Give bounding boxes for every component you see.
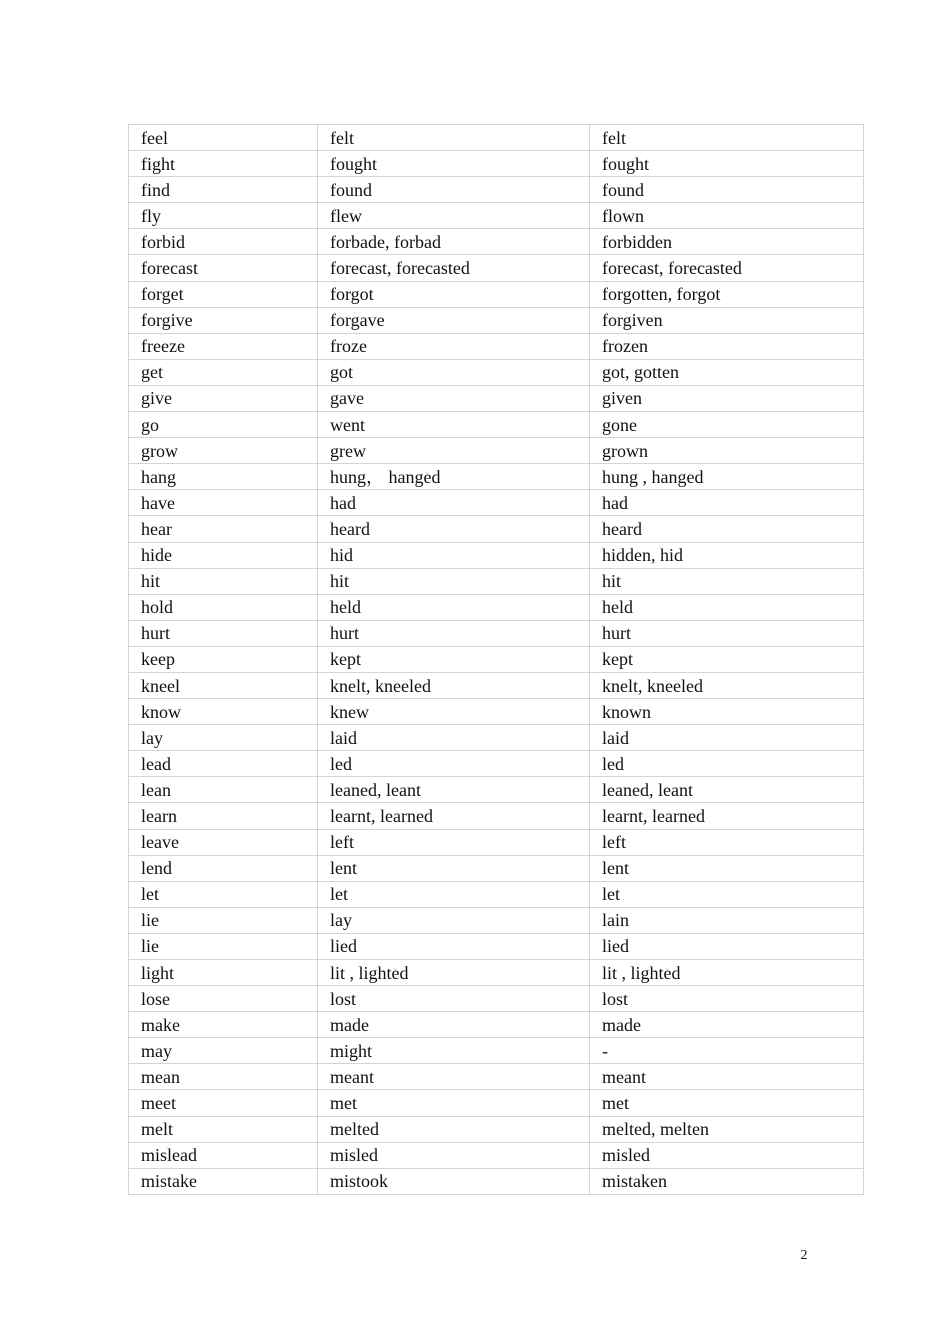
- past-participle-cell: hung , hanged: [590, 464, 864, 490]
- past-participle-cell: left: [590, 829, 864, 855]
- base-form-cell: kneel: [129, 672, 318, 698]
- past-simple-cell: knew: [318, 699, 590, 725]
- past-participle-cell: knelt, kneeled: [590, 672, 864, 698]
- past-simple-cell: grew: [318, 438, 590, 464]
- past-participle-cell: given: [590, 385, 864, 411]
- past-participle-cell: forbidden: [590, 229, 864, 255]
- past-simple-cell: leaned, leant: [318, 777, 590, 803]
- past-simple-cell: found: [318, 177, 590, 203]
- past-simple-cell: mistook: [318, 1168, 590, 1194]
- table-row: [129, 777, 864, 803]
- table-row: [129, 855, 864, 881]
- base-form-cell: mistake: [129, 1168, 318, 1194]
- table-row: [129, 751, 864, 777]
- base-form-cell: find: [129, 177, 318, 203]
- past-participle-cell: hurt: [590, 620, 864, 646]
- base-form-cell: fight: [129, 151, 318, 177]
- past-simple-cell: left: [318, 829, 590, 855]
- table-row: [129, 933, 864, 959]
- base-form-cell: mislead: [129, 1142, 318, 1168]
- past-participle-cell: forecast, forecasted: [590, 255, 864, 281]
- table-row: [129, 203, 864, 229]
- past-simple-cell: hurt: [318, 620, 590, 646]
- table-row: [129, 464, 864, 490]
- past-simple-cell: froze: [318, 333, 590, 359]
- past-simple-cell: meant: [318, 1064, 590, 1090]
- past-simple-cell: misled: [318, 1142, 590, 1168]
- table-row: [129, 229, 864, 255]
- base-form-cell: mean: [129, 1064, 318, 1090]
- past-participle-cell: frozen: [590, 333, 864, 359]
- base-form-cell: let: [129, 881, 318, 907]
- past-participle-cell: led: [590, 751, 864, 777]
- base-form-cell: forecast: [129, 255, 318, 281]
- past-simple-cell: got: [318, 359, 590, 385]
- base-form-cell: fly: [129, 203, 318, 229]
- past-simple-cell: melted: [318, 1116, 590, 1142]
- base-form-cell: have: [129, 490, 318, 516]
- table-row: [129, 1038, 864, 1064]
- table-row: [129, 412, 864, 438]
- past-simple-cell: forbade, forbad: [318, 229, 590, 255]
- past-simple-cell: made: [318, 1012, 590, 1038]
- table-row: [129, 699, 864, 725]
- past-simple-cell: lay: [318, 907, 590, 933]
- past-simple-cell: lied: [318, 933, 590, 959]
- past-participle-cell: had: [590, 490, 864, 516]
- base-form-cell: lie: [129, 933, 318, 959]
- table-row: [129, 333, 864, 359]
- base-form-cell: lay: [129, 725, 318, 751]
- past-simple-cell: let: [318, 881, 590, 907]
- base-form-cell: freeze: [129, 333, 318, 359]
- table-row: [129, 986, 864, 1012]
- base-form-cell: lead: [129, 751, 318, 777]
- past-participle-cell: made: [590, 1012, 864, 1038]
- page-number: 2: [800, 1248, 808, 1263]
- past-participle-cell: lain: [590, 907, 864, 933]
- base-form-cell: forbid: [129, 229, 318, 255]
- past-participle-cell: forgiven: [590, 307, 864, 333]
- base-form-cell: make: [129, 1012, 318, 1038]
- past-participle-cell: felt: [590, 125, 864, 151]
- past-simple-cell: lent: [318, 855, 590, 881]
- past-simple-cell: held: [318, 594, 590, 620]
- base-form-cell: grow: [129, 438, 318, 464]
- table-row: [129, 568, 864, 594]
- past-participle-cell: let: [590, 881, 864, 907]
- base-form-cell: leave: [129, 829, 318, 855]
- past-simple-cell: went: [318, 412, 590, 438]
- table-row: [129, 907, 864, 933]
- table-row: [129, 1142, 864, 1168]
- base-form-cell: lend: [129, 855, 318, 881]
- past-simple-cell: forgot: [318, 281, 590, 307]
- base-form-cell: know: [129, 699, 318, 725]
- table-row: [129, 1012, 864, 1038]
- past-simple-cell: flew: [318, 203, 590, 229]
- base-form-cell: get: [129, 359, 318, 385]
- table-row: [129, 646, 864, 672]
- table-row: [129, 960, 864, 986]
- base-form-cell: hide: [129, 542, 318, 568]
- table-row: [129, 307, 864, 333]
- base-form-cell: forget: [129, 281, 318, 307]
- irregular-verb-table: [128, 124, 864, 1195]
- past-simple-cell: hung， hanged: [318, 464, 590, 490]
- base-form-cell: melt: [129, 1116, 318, 1142]
- table-row: [129, 1116, 864, 1142]
- past-simple-cell: lit , lighted: [318, 960, 590, 986]
- past-simple-cell: led: [318, 751, 590, 777]
- past-participle-cell: grown: [590, 438, 864, 464]
- past-participle-cell: got, gotten: [590, 359, 864, 385]
- past-simple-cell: felt: [318, 125, 590, 151]
- past-participle-cell: lost: [590, 986, 864, 1012]
- past-participle-cell: hit: [590, 568, 864, 594]
- base-form-cell: hurt: [129, 620, 318, 646]
- base-form-cell: light: [129, 960, 318, 986]
- past-participle-cell: lied: [590, 933, 864, 959]
- base-form-cell: hear: [129, 516, 318, 542]
- base-form-cell: lie: [129, 907, 318, 933]
- table-row: [129, 881, 864, 907]
- table-row: [129, 151, 864, 177]
- past-participle-cell: misled: [590, 1142, 864, 1168]
- table-row: [129, 803, 864, 829]
- table-row: [129, 1168, 864, 1194]
- past-simple-cell: gave: [318, 385, 590, 411]
- base-form-cell: learn: [129, 803, 318, 829]
- past-participle-cell: mistaken: [590, 1168, 864, 1194]
- base-form-cell: lean: [129, 777, 318, 803]
- past-simple-cell: kept: [318, 646, 590, 672]
- past-participle-cell: lit , lighted: [590, 960, 864, 986]
- table-row: [129, 594, 864, 620]
- base-form-cell: hold: [129, 594, 318, 620]
- past-participle-cell: leaned, leant: [590, 777, 864, 803]
- verb-table-body: [129, 125, 864, 1195]
- past-simple-cell: heard: [318, 516, 590, 542]
- past-simple-cell: had: [318, 490, 590, 516]
- base-form-cell: lose: [129, 986, 318, 1012]
- past-participle-cell: fought: [590, 151, 864, 177]
- table-row: [129, 1064, 864, 1090]
- table-row: [129, 255, 864, 281]
- past-participle-cell: held: [590, 594, 864, 620]
- past-participle-cell: hidden, hid: [590, 542, 864, 568]
- past-simple-cell: hid: [318, 542, 590, 568]
- table-row: [129, 281, 864, 307]
- base-form-cell: go: [129, 412, 318, 438]
- base-form-cell: may: [129, 1038, 318, 1064]
- past-simple-cell: fought: [318, 151, 590, 177]
- past-participle-cell: -: [590, 1038, 864, 1064]
- past-participle-cell: found: [590, 177, 864, 203]
- table-row: [129, 359, 864, 385]
- past-participle-cell: forgotten, forgot: [590, 281, 864, 307]
- table-row: [129, 542, 864, 568]
- base-form-cell: hang: [129, 464, 318, 490]
- past-simple-cell: forgave: [318, 307, 590, 333]
- base-form-cell: hit: [129, 568, 318, 594]
- past-participle-cell: melted, melten: [590, 1116, 864, 1142]
- past-simple-cell: might: [318, 1038, 590, 1064]
- table-row: [129, 516, 864, 542]
- past-participle-cell: laid: [590, 725, 864, 751]
- past-participle-cell: met: [590, 1090, 864, 1116]
- base-form-cell: give: [129, 385, 318, 411]
- past-participle-cell: kept: [590, 646, 864, 672]
- base-form-cell: keep: [129, 646, 318, 672]
- base-form-cell: feel: [129, 125, 318, 151]
- past-participle-cell: gone: [590, 412, 864, 438]
- past-simple-cell: hit: [318, 568, 590, 594]
- table-row: [129, 177, 864, 203]
- table-row: [129, 125, 864, 151]
- past-simple-cell: learnt, learned: [318, 803, 590, 829]
- table-row: [129, 490, 864, 516]
- past-participle-cell: known: [590, 699, 864, 725]
- base-form-cell: forgive: [129, 307, 318, 333]
- table-row: [129, 385, 864, 411]
- table-row: [129, 725, 864, 751]
- past-participle-cell: meant: [590, 1064, 864, 1090]
- past-simple-cell: knelt, kneeled: [318, 672, 590, 698]
- past-participle-cell: heard: [590, 516, 864, 542]
- table-row: [129, 1090, 864, 1116]
- table-row: [129, 438, 864, 464]
- past-participle-cell: flown: [590, 203, 864, 229]
- past-simple-cell: laid: [318, 725, 590, 751]
- table-row: [129, 620, 864, 646]
- past-simple-cell: met: [318, 1090, 590, 1116]
- past-participle-cell: learnt, learned: [590, 803, 864, 829]
- past-participle-cell: lent: [590, 855, 864, 881]
- past-simple-cell: forecast, forecasted: [318, 255, 590, 281]
- past-simple-cell: lost: [318, 986, 590, 1012]
- table-row: [129, 829, 864, 855]
- base-form-cell: meet: [129, 1090, 318, 1116]
- table-row: [129, 672, 864, 698]
